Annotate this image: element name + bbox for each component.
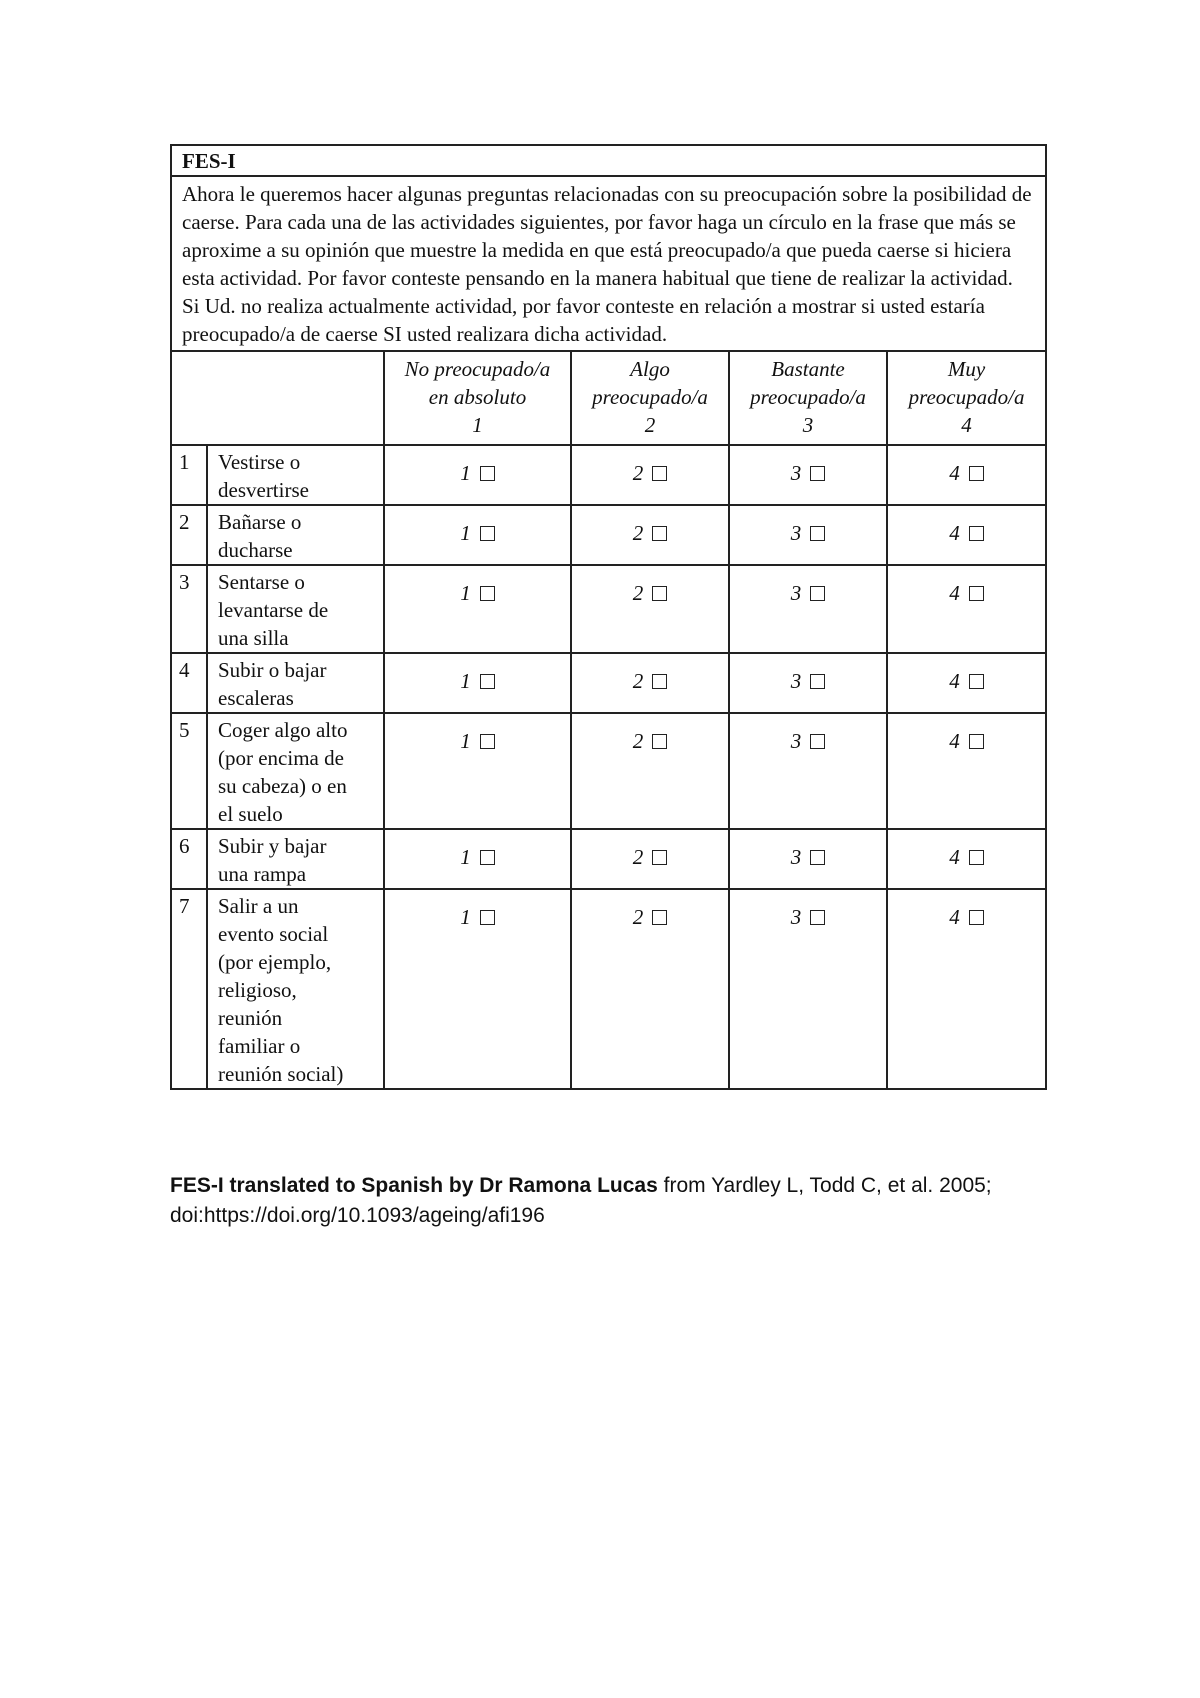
option-4-choice[interactable] xyxy=(949,667,984,695)
activity-text-line: reunión xyxy=(218,1006,283,1030)
option-cell-4 xyxy=(887,713,1046,829)
activity-text-line: una rampa xyxy=(218,862,307,886)
checkbox-icon[interactable] xyxy=(810,734,825,749)
option-number: 3 xyxy=(790,729,802,753)
activity-text-line: Subir y bajar xyxy=(218,834,327,858)
checkbox-icon[interactable] xyxy=(480,466,495,481)
header-col-1-line1: No preocupado/a xyxy=(404,357,551,381)
checkbox-icon[interactable] xyxy=(969,734,984,749)
option-number: 1 xyxy=(460,461,471,485)
activity-text-line: (por encima de xyxy=(218,746,344,770)
header-row xyxy=(171,351,1046,445)
activity-text-line: Subir o bajar xyxy=(218,658,327,682)
option-number: 2 xyxy=(632,729,644,753)
option-cell-3 xyxy=(729,565,887,653)
checkbox-icon[interactable] xyxy=(652,674,667,689)
option-cell-1 xyxy=(384,653,571,713)
option-number: 2 xyxy=(632,521,644,545)
checkbox-icon[interactable] xyxy=(652,850,667,865)
option-cell-4 xyxy=(887,653,1046,713)
option-number: 1 xyxy=(460,905,471,929)
activity-text-line: ducharse xyxy=(218,538,293,562)
option-cell-2 xyxy=(571,445,729,505)
option-cell-4 xyxy=(887,889,1046,1089)
checkbox-icon[interactable] xyxy=(969,910,984,925)
option-number: 2 xyxy=(632,845,644,869)
option-3-choice[interactable] xyxy=(791,459,826,487)
option-4-choice[interactable] xyxy=(949,459,984,487)
activity-text-line: desvertirse xyxy=(218,478,309,502)
option-1-choice[interactable] xyxy=(460,903,495,931)
option-1-choice[interactable] xyxy=(460,843,495,871)
checkbox-icon[interactable] xyxy=(652,910,667,925)
header-empty-cell xyxy=(171,351,384,445)
option-number: 1 xyxy=(460,669,471,693)
checkbox-icon[interactable] xyxy=(810,586,825,601)
option-cell-1 xyxy=(384,889,571,1089)
option-2-choice[interactable] xyxy=(633,667,668,695)
activity-text-line: su cabeza) o en xyxy=(218,774,347,798)
table-row xyxy=(171,505,1046,565)
option-cell-2 xyxy=(571,505,729,565)
header-col-4-line1: Muy xyxy=(947,357,986,381)
activity-text-line: (por ejemplo, xyxy=(218,950,332,974)
option-number: 3 xyxy=(790,581,802,605)
row-number: 2 xyxy=(171,505,207,565)
option-cell-1 xyxy=(384,829,571,889)
activity-text-line: evento social xyxy=(218,922,329,946)
checkbox-icon[interactable] xyxy=(652,466,667,481)
option-number: 4 xyxy=(949,581,960,605)
citation-source: from Yardley L, Todd C, et al. 2005; doi:https://doi.org/10.1093/ageing/afi196 xyxy=(170,1174,992,1227)
checkbox-icon[interactable] xyxy=(969,526,984,541)
header-col-3-line1: Bastante xyxy=(771,357,845,381)
option-number: 1 xyxy=(460,521,471,545)
header-col-2-line2: preocupado/a xyxy=(592,385,708,409)
option-cell-1 xyxy=(384,445,571,505)
checkbox-icon[interactable] xyxy=(969,674,984,689)
option-cell-2 xyxy=(571,829,729,889)
option-cell-3 xyxy=(729,713,887,829)
checkbox-icon[interactable] xyxy=(480,734,495,749)
option-number: 3 xyxy=(790,905,802,929)
option-3-choice[interactable] xyxy=(791,519,826,547)
option-4-choice[interactable] xyxy=(949,843,984,871)
activity-text-line: Salir a un xyxy=(218,894,299,918)
table-row xyxy=(171,829,1046,889)
activity-text-line: escaleras xyxy=(218,686,294,710)
row-number: 1 xyxy=(171,445,207,505)
option-3-choice[interactable] xyxy=(791,727,826,755)
activity-text-line: el suelo xyxy=(218,802,283,826)
header-col-2 xyxy=(571,351,729,445)
activity-text-line: religioso, xyxy=(218,978,297,1002)
option-cell-1 xyxy=(384,713,571,829)
option-number: 2 xyxy=(632,461,644,485)
option-number: 4 xyxy=(949,729,960,753)
activity-cell xyxy=(207,565,384,653)
option-number: 1 xyxy=(460,581,471,605)
option-number: 3 xyxy=(790,845,802,869)
option-1-choice[interactable] xyxy=(460,459,495,487)
activity-cell xyxy=(207,505,384,565)
form-title: FES-I xyxy=(171,145,1046,176)
checkbox-icon[interactable] xyxy=(652,586,667,601)
intro-row xyxy=(171,176,1046,351)
option-cell-2 xyxy=(571,889,729,1089)
option-2-choice[interactable] xyxy=(633,579,668,607)
activity-text-line: Bañarse o xyxy=(218,510,302,534)
activity-text-line: una silla xyxy=(218,626,289,650)
option-number: 4 xyxy=(949,669,960,693)
option-number: 3 xyxy=(790,521,802,545)
option-cell-4 xyxy=(887,445,1046,505)
activity-cell xyxy=(207,713,384,829)
option-number: 3 xyxy=(790,669,802,693)
checkbox-icon[interactable] xyxy=(810,910,825,925)
option-1-choice[interactable] xyxy=(460,727,495,755)
checkbox-icon[interactable] xyxy=(652,734,667,749)
option-3-choice[interactable] xyxy=(791,843,826,871)
option-cell-1 xyxy=(384,565,571,653)
option-number: 3 xyxy=(790,461,802,485)
activity-cell xyxy=(207,889,384,1089)
option-number: 2 xyxy=(632,905,644,929)
option-4-choice[interactable] xyxy=(949,727,984,755)
checkbox-icon[interactable] xyxy=(480,586,495,601)
table-row xyxy=(171,889,1046,1089)
option-number: 4 xyxy=(949,905,960,929)
activity-text-line: Coger algo alto xyxy=(218,718,348,742)
fes-i-table xyxy=(170,144,1047,1090)
option-number: 4 xyxy=(949,461,960,485)
option-3-choice[interactable] xyxy=(791,579,826,607)
option-cell-1 xyxy=(384,505,571,565)
option-cell-4 xyxy=(887,505,1046,565)
checkbox-icon[interactable] xyxy=(810,466,825,481)
header-col-3-number: 3 xyxy=(802,413,814,437)
header-col-4-number: 4 xyxy=(961,413,972,437)
option-2-choice[interactable] xyxy=(633,903,668,931)
activity-text-line: levantarse de xyxy=(218,598,329,622)
table-row xyxy=(171,713,1046,829)
option-4-choice[interactable] xyxy=(949,903,984,931)
option-cell-4 xyxy=(887,565,1046,653)
row-number: 6 xyxy=(171,829,207,889)
header-col-2-number: 2 xyxy=(644,413,656,437)
option-cell-2 xyxy=(571,713,729,829)
option-number: 1 xyxy=(460,729,471,753)
row-number: 3 xyxy=(171,565,207,653)
option-3-choice[interactable] xyxy=(791,667,826,695)
activity-text-line: reunión social) xyxy=(218,1062,344,1086)
checkbox-icon[interactable] xyxy=(810,526,825,541)
option-1-choice[interactable] xyxy=(460,519,495,547)
option-3-choice[interactable] xyxy=(791,903,826,931)
header-col-1-number: 1 xyxy=(472,413,483,437)
option-cell-2 xyxy=(571,565,729,653)
option-2-choice[interactable] xyxy=(633,727,668,755)
option-4-choice[interactable] xyxy=(949,579,984,607)
checkbox-icon[interactable] xyxy=(480,674,495,689)
option-number: 2 xyxy=(632,581,644,605)
checkbox-icon[interactable] xyxy=(969,586,984,601)
option-cell-3 xyxy=(729,653,887,713)
header-col-4 xyxy=(887,351,1046,445)
activity-text-line: Sentarse o xyxy=(218,570,305,594)
checkbox-icon[interactable] xyxy=(969,850,984,865)
table-row xyxy=(171,445,1046,505)
title-row xyxy=(171,145,1046,176)
header-col-3-line2: preocupado/a xyxy=(750,385,866,409)
form-instructions: Ahora le queremos hacer algunas preguntas relacionadas con su preocupación sobre la posibilidad de caerse. Para cada una de las actividades siguientes, por favor haga un círculo en la frase que más se aproxime a su opinión que muestre la medida en que está preocupado/a que pueda caerse si hiciera esta actividad. Por favor conteste pensando en la manera habitual que tiene de realizar la actividad. Si Ud. no realiza actualmente actividad, por favor conteste en relación a mostrar si usted estaría preocupado/a de caerse SI usted realizara dicha actividad. xyxy=(171,176,1046,351)
activity-text-line: Vestirse o xyxy=(218,450,301,474)
header-col-4-line2: preocupado/a xyxy=(908,385,1025,409)
option-4-choice[interactable] xyxy=(949,519,984,547)
citation-translator: FES-I translated to Spanish by Dr Ramona Lucas xyxy=(170,1174,658,1197)
option-number: 4 xyxy=(949,521,960,545)
activity-text-line: familiar o xyxy=(218,1034,301,1058)
table-row xyxy=(171,653,1046,713)
option-2-choice[interactable] xyxy=(633,459,668,487)
checkbox-icon[interactable] xyxy=(810,674,825,689)
checkbox-icon[interactable] xyxy=(652,526,667,541)
activity-cell xyxy=(207,445,384,505)
header-col-1-line2: en absoluto xyxy=(428,385,527,409)
header-col-1 xyxy=(384,351,571,445)
checkbox-icon[interactable] xyxy=(480,910,495,925)
row-number: 7 xyxy=(171,889,207,1089)
option-1-choice[interactable] xyxy=(460,579,495,607)
activity-cell xyxy=(207,653,384,713)
citation-footer xyxy=(170,1170,1070,1230)
option-2-choice[interactable] xyxy=(633,843,668,871)
option-cell-3 xyxy=(729,889,887,1089)
option-cell-4 xyxy=(887,829,1046,889)
option-cell-3 xyxy=(729,829,887,889)
option-number: 1 xyxy=(460,845,471,869)
option-number: 4 xyxy=(949,845,960,869)
activity-cell xyxy=(207,829,384,889)
table-row xyxy=(171,565,1046,653)
option-number: 2 xyxy=(632,669,644,693)
option-cell-2 xyxy=(571,653,729,713)
checkbox-icon[interactable] xyxy=(969,466,984,481)
checkbox-icon[interactable] xyxy=(480,526,495,541)
option-2-choice[interactable] xyxy=(633,519,668,547)
row-number: 4 xyxy=(171,653,207,713)
option-cell-3 xyxy=(729,505,887,565)
option-1-choice[interactable] xyxy=(460,667,495,695)
checkbox-icon[interactable] xyxy=(810,850,825,865)
header-col-2-line1: Algo xyxy=(630,357,670,381)
option-cell-3 xyxy=(729,445,887,505)
checkbox-icon[interactable] xyxy=(480,850,495,865)
row-number: 5 xyxy=(171,713,207,829)
header-col-3 xyxy=(729,351,887,445)
